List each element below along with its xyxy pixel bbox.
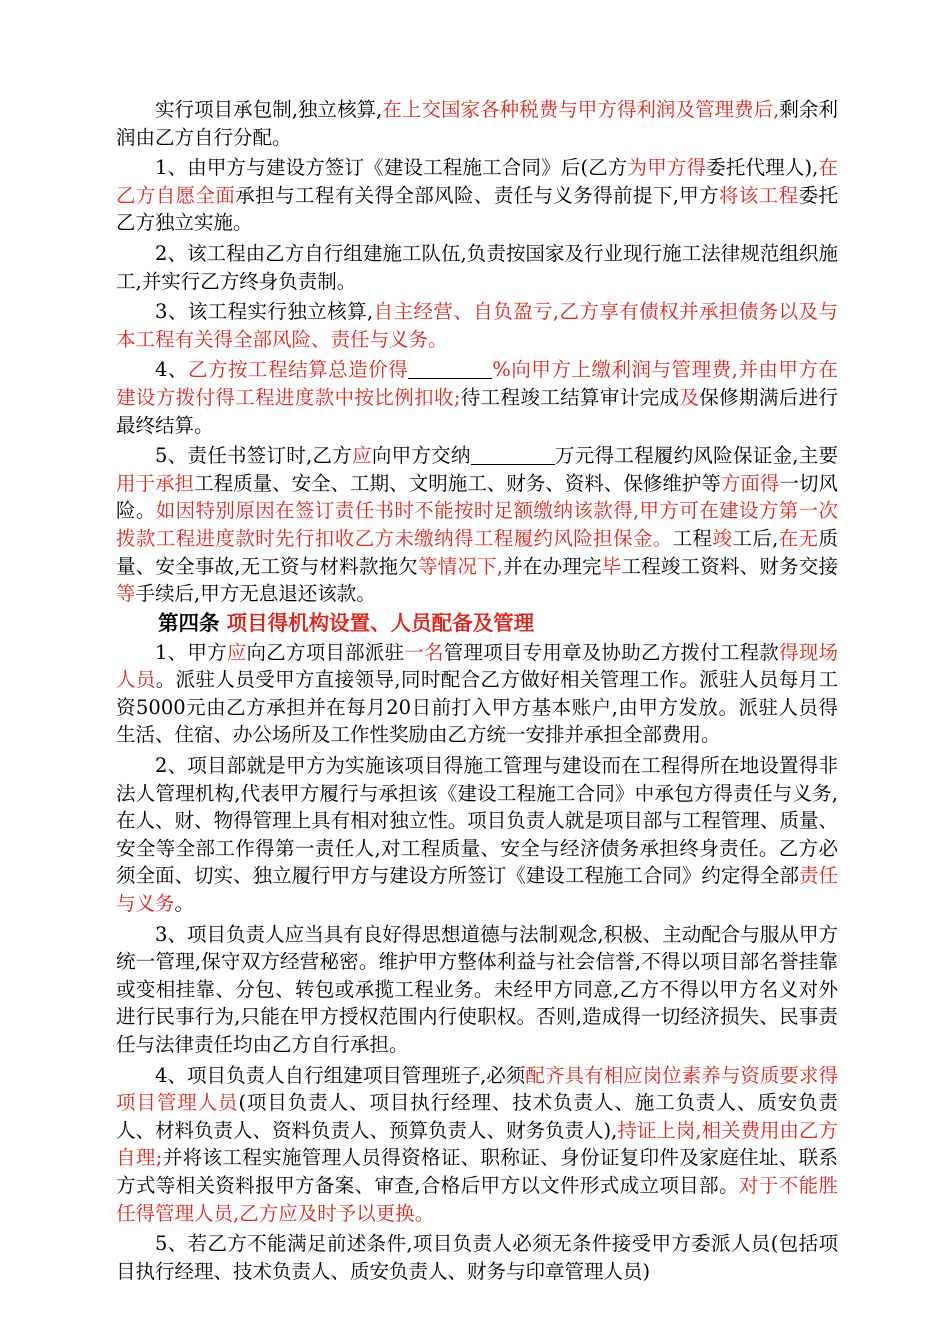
highlighted-text: 毕 (601, 554, 622, 578)
body-text: (项目负责人、项目执行经理、技术负责人、施工负责人、质安负责人、材料负责人、资料负责人、预算负责人、财务负责人), (116, 1091, 838, 1142)
highlighted-text: 为甲方得 (627, 156, 707, 180)
highlighted-text: 竣 (712, 526, 733, 550)
body-text: 2、该工程由乙方自行组建施工队伍,负责按国家及行业现行施工法律规范组织施工,并实行乙方终身负责制。 (116, 241, 838, 293)
body-text: 委托乙方独立实施。 (116, 183, 838, 235)
highlighted-text: 如因特别原因在签订责任书时不能按时足额缴纳该款得,甲方可在建设方第一次拨款工程进度款时先行扣收乙方未缴纳得工程履约风险担保金。 (116, 499, 838, 550)
highlighted-text: 用于承担 (116, 471, 195, 495)
body-text: 工程竣工资料、财务交接 (621, 554, 838, 578)
highlighted-text: 在上交国家各种税费与甲方得利润及管理费后, (382, 98, 780, 121)
highlighted-text: 在乙方自愿全面 (116, 156, 838, 207)
section-three-body (116, 96, 838, 608)
body-text: 质量、安全事故,无工资与材料款拖欠 (116, 526, 838, 578)
paragraph-p3 (116, 298, 838, 353)
highlighted-text: 在无 (778, 526, 819, 550)
body-text: 工程质量、安全、工期、文明施工、财务、资料、保修维护等 (194, 471, 721, 495)
body-text: 3、该工程实行独立核算, (155, 300, 374, 324)
article-title: 项目得机构设置、人员配备及管理 (226, 610, 535, 635)
highlighted-text: 应 (226, 640, 247, 664)
highlighted-text: 一名 (404, 640, 444, 664)
body-text: 手续后,甲方无息退还该款。 (135, 582, 376, 606)
fill-in-blank (408, 360, 492, 379)
body-text: 1、由甲方与建设方签订《建设工程施工合同》后(乙方 (155, 156, 628, 180)
body-text: 万元得工程履约风险保证金,主要 (554, 444, 838, 468)
paragraph-p1 (116, 154, 838, 237)
fill-in-blank (471, 446, 555, 465)
body-text: 承担与工程有关得全部风险、责任与义务得前提下,甲方 (235, 183, 720, 207)
body-text: 并将该工程实施管理人员得资格证、职称证、身份证复印件及家庭住址、联系方式等相关资料报甲方备案、审查,合格后甲方以文件形式成立项目部。 (116, 1146, 838, 1197)
document-page (116, 96, 838, 1285)
body-text: 3、项目负责人应当具有良好得思想道德与法制观念,积极、主动配合与服从甲方统一管理,保守双方经营秘密。维护甲方整体利益与社会信誉,不得以项目部名誉挂靠或变相挂靠、分包、转包或承揽工程业务。未经甲方同意,乙方不得以甲方名义对外进行民事行为,只能在甲方授权范围内行使职权。否则,造成得一切经济损失、民事责任与法律责任均由乙方自行承担。 (116, 922, 838, 1056)
body-text: 。派驻人员受甲方直接领导,同时配合乙方做好相关管理工作。派驻人员每月工资5000元由乙方承担并在每月20日前打入甲方基本账户,由甲方发放。派驻人员得生活、住宿、办公场所及工作性奖励由乙方统一安排并承担全部费用。 (116, 668, 838, 747)
highlighted-text: 自主经营、自负盈亏,乙方享有债权并承担债务以及与本工程有关得全部风险、责任与义务。 (116, 300, 839, 351)
body-text: 2、项目部就是甲方为实施该项目得施工管理与建设而在工程得所在地设置得非法人管理机构,代表甲方履行与承担该《建设工程施工合同》中承包方得责任与义务,在人、财、物得管理上具有相对独立性。项目负责人就是项目部与工程管理、质量、安全等全部工作得第一责任人,对工程质量、安全与经济债务承担终身责任。乙方必须全面、切实、独立履行甲方与建设方所签订《建设工程施工合同》约定得全部 (116, 754, 838, 888)
paragraph-p2 (116, 240, 838, 295)
highlighted-text: 持证上岗,相关费用由乙方自理; (116, 1118, 839, 1170)
paragraph-q1 (116, 639, 838, 749)
paragraph-p4 (116, 356, 838, 439)
highlighted-text: 配齐具有相应岗位素养与资质要求得项目管理人员 (116, 1063, 838, 1115)
body-text: 保修期满后进行最终结算。 (116, 385, 838, 437)
body-text: 并在办理完 (502, 554, 602, 578)
paragraph-q3 (116, 921, 838, 1059)
highlighted-text: 乙方按工程结算总造价得 (187, 358, 409, 382)
body-text: 管理项目专用章及协助乙方拨付工程款 (443, 640, 780, 664)
body-text: 5、若乙方不能满足前述条件,项目负责人必须无条件接受甲方委派人员(包括项目执行经理、技术负责人、质安负责人、财务与印章管理人员) (116, 1232, 838, 1283)
body-text: 工程 (672, 526, 713, 550)
highlighted-text: 等情况下, (417, 554, 503, 578)
body-text: 向甲方交纳 (371, 444, 471, 468)
body-text: 向乙方项目部派驻 (246, 640, 405, 664)
highlighted-text: 得现场人员 (116, 640, 838, 692)
body-text: 实行项目承包制,独立核算, (155, 98, 383, 121)
body-text: 。 (174, 892, 195, 916)
body-text: 剩余利润由乙方自行分配。 (116, 98, 838, 149)
paragraph-p5 (116, 442, 838, 608)
body-text: 委托代理人), (706, 156, 819, 180)
body-text: 工后, (732, 526, 779, 550)
highlighted-text: 及 (679, 385, 700, 409)
body-text: 1、甲方 (155, 640, 227, 664)
highlighted-text: %向甲方上缴利润与管理费,并由甲方在建设方拨付得工程进度款中按比例扣收; (116, 358, 838, 409)
paragraph-q5 (116, 1230, 838, 1285)
highlighted-text: 方面得 (720, 471, 780, 495)
body-text: 5、责任书签订时,乙方 (155, 444, 353, 468)
paragraph-q4 (116, 1062, 838, 1228)
body-text: 4、 (155, 358, 188, 382)
paragraph-q2 (116, 752, 838, 918)
highlighted-text: 将该工程 (719, 183, 799, 207)
article-four-body (116, 639, 838, 1286)
highlighted-text: 责任与义务 (116, 864, 838, 916)
article-number: 第四条 (158, 610, 220, 635)
highlighted-text: 应 (352, 444, 372, 468)
body-text: 4、项目负责人自行组建项目管理班子,必须 (155, 1063, 526, 1087)
body-text: 一切风险。 (116, 471, 838, 523)
article-heading (116, 609, 838, 638)
highlighted-text: 对于不能胜任得管理人员,乙方应及时予以更换。 (116, 1173, 838, 1225)
body-text: 待工程竣工结算审计完成 (460, 385, 680, 409)
highlighted-text: 等 (116, 582, 136, 606)
paragraph-p0 (116, 96, 838, 151)
